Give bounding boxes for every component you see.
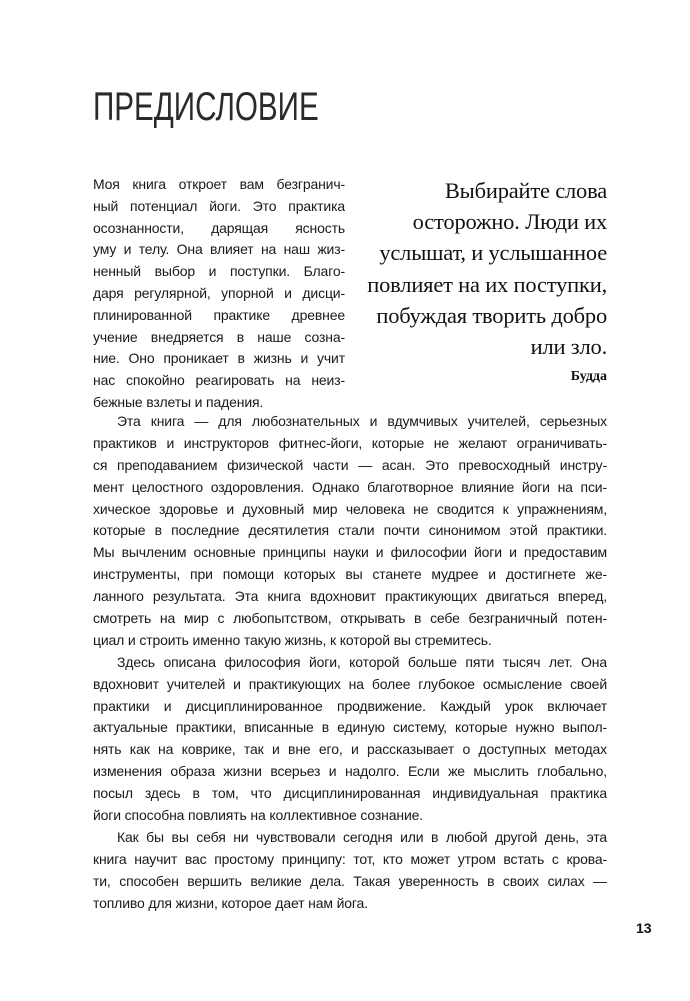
paragraph-line: которые в последние десятилетия стали почти синонимом этой практики.	[93, 522, 607, 539]
paragraph-line: хическое здоровье и духовный мир человека не сводится к упражнениям,	[93, 500, 607, 517]
epigraph-line: Выбирайте слова	[444, 178, 607, 203]
paragraph	[93, 652, 607, 827]
paragraph-line: Эта книга — для любознательных и вдумчивых учителей, серьезных	[117, 413, 607, 429]
epigraph-line: осторожно. Люди их	[412, 209, 607, 235]
paragraph-line: Как бы вы себя ни чувствовали сегодня или в любой другой день, эта	[117, 828, 607, 845]
intro-line: уму и телу. Она влияет на наш жиз-	[93, 241, 345, 258]
intro-line: ненный выбор и поступки. Благо-	[93, 263, 345, 280]
intro-line: учение внедряется в наше созна-	[93, 328, 345, 345]
epigraph-line: или зло.	[530, 334, 607, 360]
paragraph-line: актуальные практики, вписанные в единую систему, которые нужно выпол-	[93, 719, 607, 736]
epigraph-quote	[347, 175, 607, 362]
paragraph-line: инструменты, при помощи которых вы станете мудрее и достигнете же-	[93, 566, 607, 583]
intro-line: осознанности, дарящая ясность	[93, 219, 345, 236]
paragraph-line: вдохновит учителей и практикующих на более глубокое осмысление своей	[93, 675, 607, 692]
paragraph-line: ланного результата. Эта книга вдохновит практикующих двигаться вперед,	[93, 588, 607, 605]
intro-line: бежные взлеты и падения.	[93, 393, 264, 410]
epigraph-author: Будда	[570, 369, 607, 384]
epigraph-line: повлияет на их поступки,	[367, 271, 607, 297]
intro-line: даря регулярной, упорной и дисци-	[93, 284, 345, 301]
body-text	[93, 411, 607, 914]
intro-line: ние. Оно проникает в жизнь и учит	[93, 350, 345, 367]
paragraph-line: практиков и инструкторов фитнес-йоги, которые не желают ограничивать-	[93, 434, 607, 451]
paragraph-line: нять как на коврике, так и вне его, и рассказывает о доступных методах	[93, 741, 607, 758]
paragraph-line: посыл здесь в том, что дисциплинированная индивидуальная практика	[93, 785, 607, 802]
paragraph-line: мент целостного оздоровления. Однако благотворное влияние йоги на пси-	[93, 478, 607, 495]
intro-line: нас спокойно реагировать на неиз-	[93, 372, 345, 389]
paragraph	[93, 411, 607, 652]
epigraph-line: побуждая творить добро	[376, 302, 607, 328]
paragraph-line: смотреть на мир с любопытством, открывать в себе безграничный потен-	[93, 610, 607, 627]
paragraph-line: практики и дисциплинированное продвижение. Каждый урок включает	[93, 697, 607, 714]
paragraph-line: топливо для жизни, которое дает нам йога.	[93, 894, 368, 911]
chapter-title: ПРЕДИСЛОВИЕ	[93, 85, 319, 129]
epigraph-line: услышат, и услышанное	[379, 240, 607, 266]
paragraph-line: Здесь описана философия йоги, которой больше пяти тысяч лет. Она	[117, 653, 607, 670]
paragraph-line: ти, способен вершить великие дела. Такая уверенность в своих силах —	[93, 872, 607, 889]
paragraph-line: йоги способна повлиять на коллективное сознание.	[93, 807, 423, 824]
intro-line: ный потенциал йоги. Это практика	[93, 197, 345, 214]
paragraph-line: Мы вычленим основные принципы науки и философии йоги и предоставим	[93, 544, 607, 561]
page-number: 13	[636, 920, 652, 936]
paragraph-line: книга научит вас простому принципу: тот, кто может утром встать с крова-	[93, 850, 607, 867]
paragraph-line: ся преподаванием физической части — асан. Это превосходный инстру-	[93, 456, 607, 473]
intro-line: плинированной практике древнее	[93, 306, 345, 323]
intro-column	[93, 174, 345, 414]
paragraph-line: циал и строить именно такую жизнь, к которой вы стремитесь.	[93, 631, 492, 648]
paragraph	[93, 827, 607, 915]
paragraph-line: изменения образа жизни всерьез и надолго. Если же мыслить глобально,	[93, 763, 607, 780]
intro-line: Моя книга откроет вам безгранич-	[93, 176, 345, 192]
